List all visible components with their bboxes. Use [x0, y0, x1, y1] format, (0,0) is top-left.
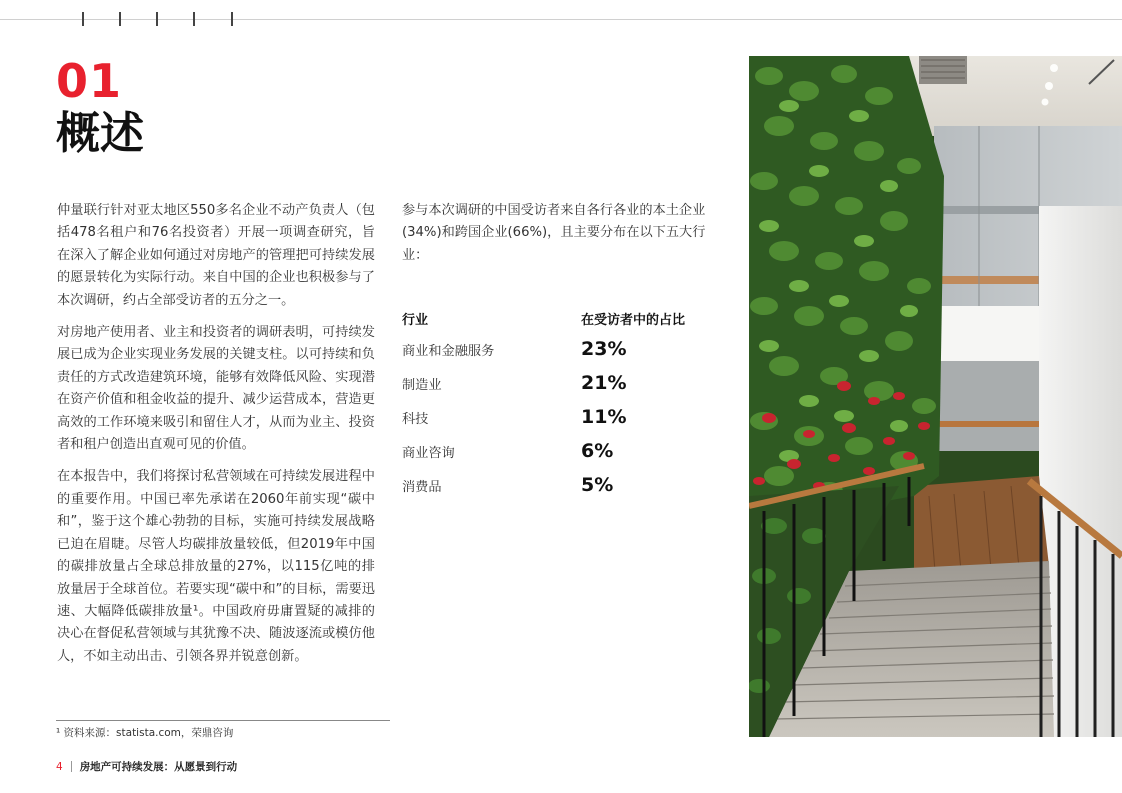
industry-share: 21%	[581, 372, 627, 394]
section-number: 01	[56, 54, 123, 108]
industry-share: 11%	[581, 406, 627, 428]
industry-name: 商业咨询	[402, 445, 455, 461]
table-row	[402, 366, 722, 400]
body-left-column	[57, 200, 375, 678]
footnote-rule	[56, 720, 390, 721]
table-header-industry: 行业	[402, 312, 429, 328]
industry-share: 5%	[581, 474, 614, 496]
body-paragraph: 在本报告中，我们将探讨私营领域在可持续发展进程中的重要作用。中国已率先承诺在2060年前实现“碳中和”，鉴于这个雄心勃勃的目标，实施可持续发展战略已迫在眉睫。尽管人均碳排放量较低，但2019年中国的碳排放量占全球总排放量的27%，以115亿吨的排放量居于全球首位。若要实现“碳中和”的目标，需要迅速、大幅降低碳排放量¹。中国政府毋庸置疑的减排的决心在督促私营领域与其犹豫不决、随波逐流或模仿他人，不如主动出击、引领各界并锐意创新。	[57, 469, 375, 664]
header-rule	[0, 19, 1122, 20]
table-row	[402, 332, 722, 366]
body-paragraph: 对房地产使用者、业主和投资者的调研表明，可持续发展已成为企业实现业务发展的关键支柱。以可持续和负责任的方式改造建筑环境，能够有效降低风险、实现潜在资产价值和租金收益的提升、减少运营成本，营造更高效的工作环境来吸引和留住人才，从而为业主、投资者和租户创造出直观可见的价值。	[57, 325, 375, 453]
header-tick	[82, 12, 84, 26]
industry-share: 23%	[581, 338, 627, 360]
header-tick	[156, 12, 158, 26]
page-number: 4	[56, 760, 63, 773]
footer-divider	[71, 761, 72, 772]
header-tick	[119, 12, 121, 26]
body-right-intro: 参与本次调研的中国受访者来自各行各业的本土企业(34%)和跨国企业(66%)，且主要分布在以下五大行业：	[402, 203, 706, 263]
footnote: ¹ 资料来源：statista.com，荣鼎咨询	[56, 727, 234, 739]
table-row	[402, 468, 722, 502]
table-header-row	[402, 304, 722, 332]
industry-name: 消费品	[402, 479, 442, 495]
header-tick	[193, 12, 195, 26]
body-paragraph: 仲量联行针对亚太地区550多名企业不动产负责人（包括478名租户和76名投资者）开展一项调查研究，旨在深入了解企业如何通过对房地产的管理把可持续发展的愿景转化为实际行动。来自中国的企业也积极参与了本次调研，约占全部受访者的五分之一。	[57, 203, 375, 308]
industry-name: 商业和金融服务	[402, 343, 495, 359]
section-title: 概述	[56, 108, 144, 159]
table-row	[402, 400, 722, 434]
table-header-share: 在受访者中的占比	[581, 312, 686, 328]
green-wall-staircase-photo	[749, 56, 1122, 737]
page-footer	[56, 759, 237, 774]
industry-name: 制造业	[402, 377, 442, 393]
industry-table	[402, 304, 722, 502]
industry-share: 6%	[581, 440, 614, 462]
table-row	[402, 434, 722, 468]
industry-name: 科技	[402, 411, 429, 427]
footer-title: 房地产可持续发展：从愿景到行动	[79, 761, 238, 773]
header-tick	[231, 12, 233, 26]
